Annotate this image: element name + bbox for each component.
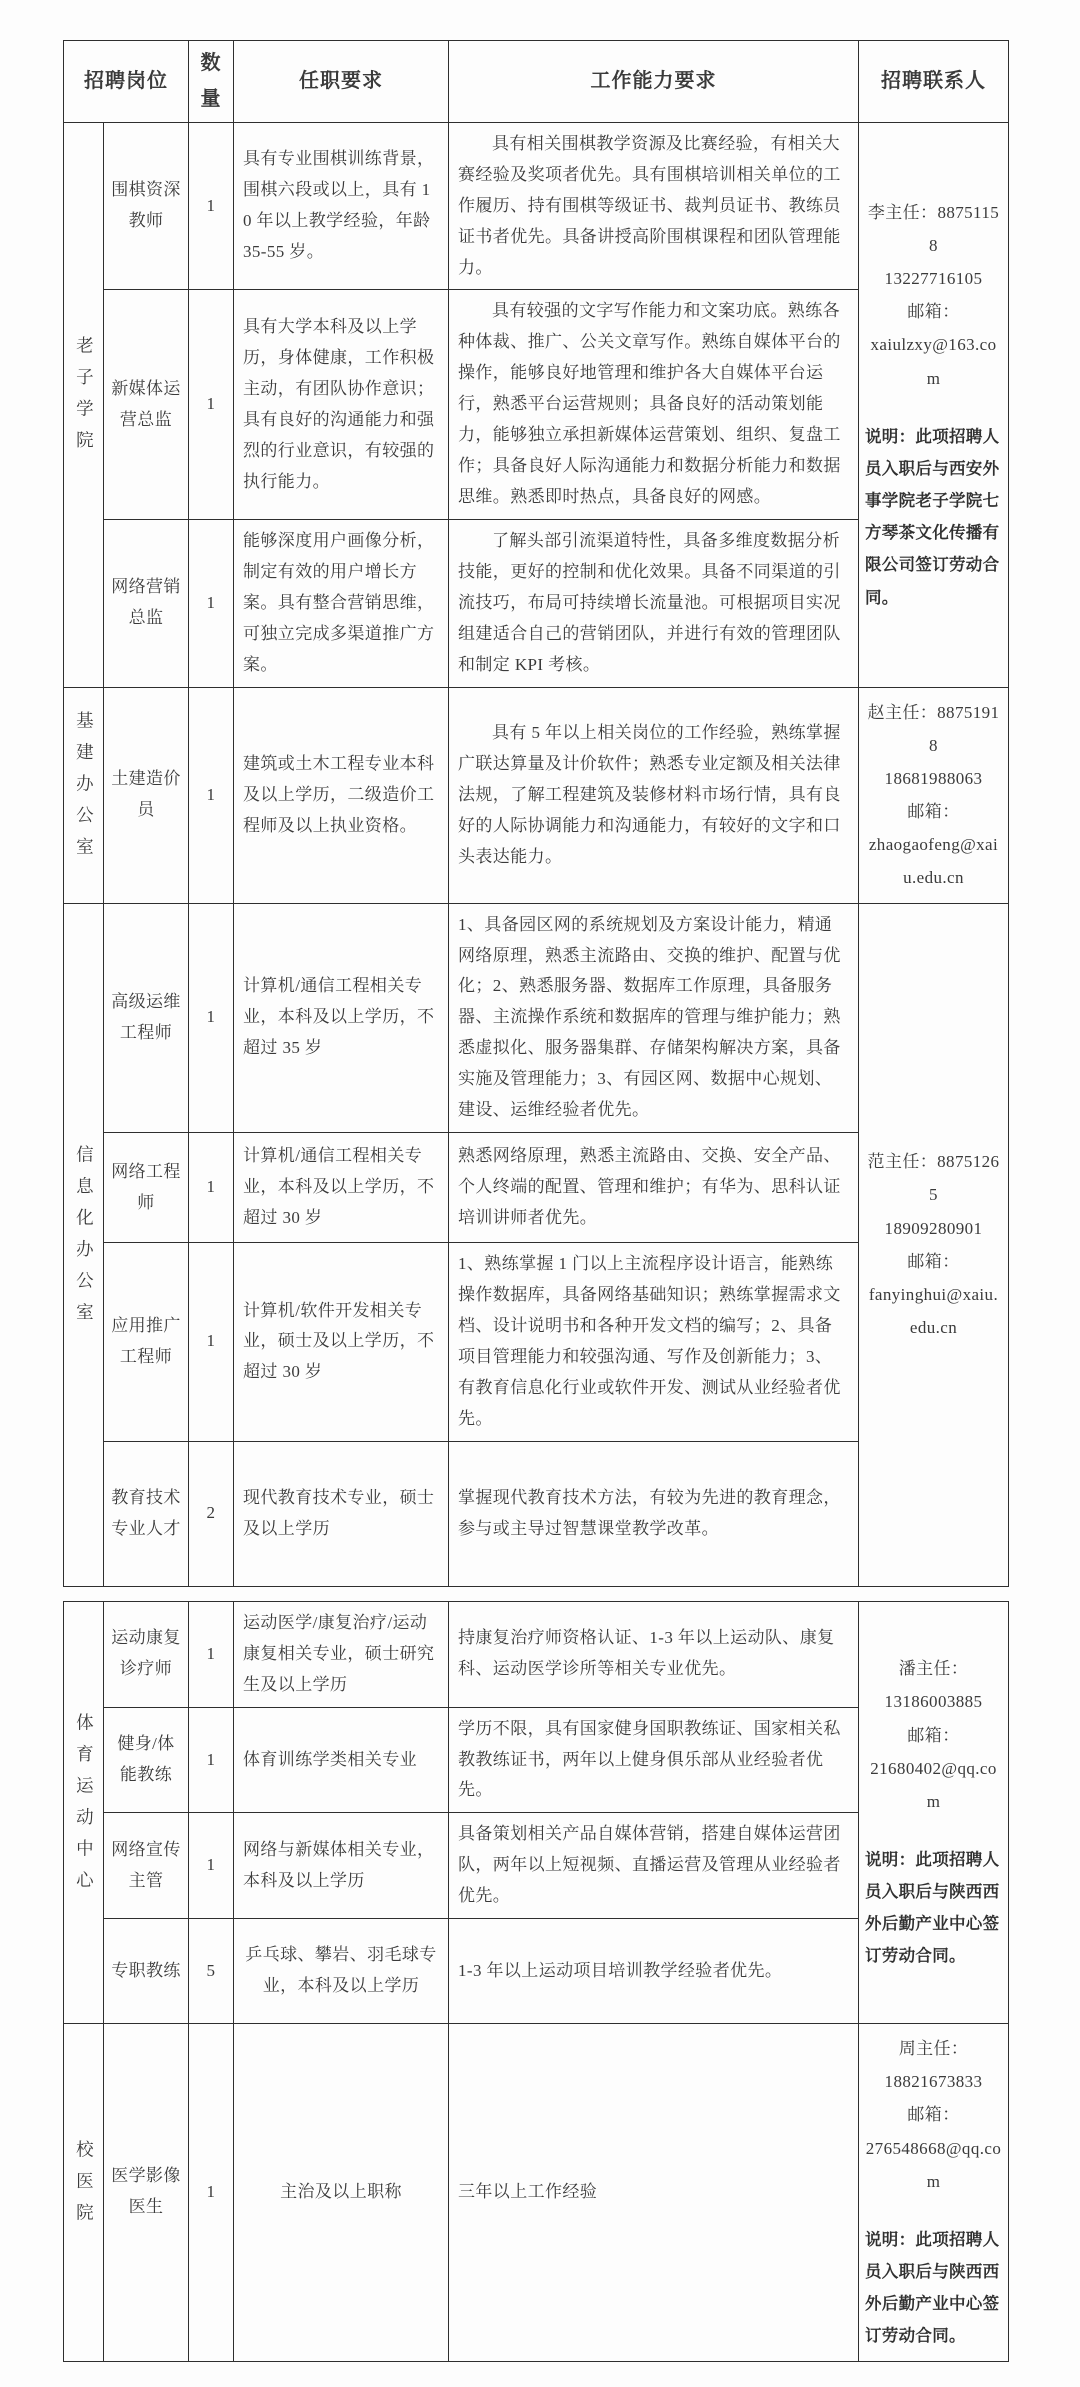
count-cell: 2	[189, 1441, 234, 1586]
count-cell: 5	[189, 1919, 234, 2024]
department-school-hospital: 校医院	[64, 2024, 104, 2361]
contact-laozi	[859, 122, 1009, 687]
requirement-cell: 计算机/软件开发相关专业，硕士及以上学历，不超过 30 岁	[234, 1243, 449, 1442]
contact-note: 说明：此项招聘人员入职后与陕西西外后勤产业中心签订劳动合同。	[865, 1850, 1000, 1966]
contact-mobile: 13227716105	[884, 269, 983, 289]
requirement-cell: 具有大学本科及以上学历，身体健康，工作积极主动，有团队协作意识；具有良好的沟通能力和强烈的行业意识，有较强的执行能力。	[234, 290, 449, 520]
count-cell: 1	[189, 903, 234, 1133]
contact-mobile: 18821673833	[884, 2072, 983, 2092]
ability-cell: 了解头部引流渠道特性，具备多维度数据分析技能，更好的控制和优化效果。具备不同渠道的引流技巧，布局可持续增长流量池。可根据项目实况组建适合自己的营销团队，并进行有效的管理团队和制定 KPI 考核。	[449, 520, 859, 688]
contact-email: 21680402@qq.com	[870, 1758, 997, 1811]
contact-tiyu	[859, 1601, 1009, 2023]
position-medical-imaging-doctor: 医学影像医生	[104, 2024, 189, 2361]
position-civil-cost-estimator: 土建造价员	[104, 687, 189, 903]
requirement-cell: 网络与新媒体相关专业，本科及以上学历	[234, 1813, 449, 1919]
table-row	[64, 903, 1009, 1133]
contact-email: xaiulzxy@163.com	[870, 335, 997, 388]
table-row	[64, 687, 1009, 903]
ability-cell: 具备策划相关产品自媒体营销，搭建自媒体运营团队，两年以上短视频、直播运营及管理从业经验者优先。	[449, 1813, 859, 1919]
table-header-row	[64, 41, 1009, 123]
requirement-cell: 运动医学/康复治疗/运动康复相关专业，硕士研究生及以上学历	[234, 1601, 449, 1707]
count-cell: 1	[189, 520, 234, 688]
position-rehab-therapist: 运动康复诊疗师	[104, 1601, 189, 1707]
position-fitness-coach: 健身/体能教练	[104, 1707, 189, 1813]
contact-email-label: 邮箱：	[907, 302, 960, 322]
position-edtech-talent: 教育技术专业人才	[104, 1441, 189, 1586]
ability-cell: 1、具备园区网的系统规划及方案设计能力，精通网络原理，熟悉主流路由、交换的维护、配置与优化；2、熟悉服务器、数据库工作原理，具备服务器、主流操作系统和数据库的管理与维护能力；熟悉虚拟化、服务器集群、存储架构解决方案，具备实施及管理能力；3、有园区网、数据中心规划、建设、运维经验者优先。	[449, 903, 859, 1133]
department-laozi-college: 老子学院	[64, 122, 104, 687]
table-row	[64, 1601, 1009, 1707]
header-position: 招聘岗位	[64, 41, 189, 123]
contact-xinxihua	[859, 903, 1009, 1586]
ability-cell: 熟悉网络原理，熟悉主流路由、交换、安全产品、个人终端的配置、管理和维护；有华为、思科认证培训讲师者优先。	[449, 1133, 859, 1243]
contact-mobile: 18909280901	[884, 1218, 983, 1238]
header-requirement: 任职要求	[234, 41, 449, 123]
ability-cell: 具有较强的文字写作能力和文案功底。熟练各种体裁、推广、公关文章写作。熟练自媒体平台的操作，能够良好地管理和维护各大自媒体平台运行，熟悉平台运营规则；具备良好的活动策划能力，能够独立承担新媒体运营策划、组织、复盘工作；具备良好人际沟通能力和数据分析能力和数据思维。熟悉即时热点，具备良好的网感。	[449, 290, 859, 520]
requirement-cell: 乒乓球、攀岩、羽毛球专业，本科及以上学历	[234, 1919, 449, 2024]
contact-name-phone: 李主任：88751158	[867, 202, 1000, 255]
contact-email-label: 邮箱：	[907, 2105, 960, 2125]
ability-cell: 三年以上工作经验	[449, 2024, 859, 2361]
recruitment-table-upper	[63, 40, 1009, 1587]
contact-email-label: 邮箱：	[907, 1725, 960, 1745]
department-informatization-office: 信息化办公室	[64, 903, 104, 1586]
requirement-cell: 能够深度用户画像分析，制定有效的用户增长方案。具有整合营销思维，可独立完成多渠道推广方案。	[234, 520, 449, 688]
count-cell: 1	[189, 1813, 234, 1919]
requirement-cell: 计算机/通信工程相关专业，本科及以上学历，不超过 35 岁	[234, 903, 449, 1133]
contact-email: 276548668@qq.com	[865, 2138, 1002, 2191]
requirement-cell: 体育训练学类相关专业	[234, 1707, 449, 1813]
contact-note: 说明：此项招聘人员入职后与西安外事学院老子学院七方琴茶文化传播有限公司签订劳动合同。	[865, 427, 1000, 607]
ability-cell: 学历不限，具有国家健身国职教练证、国家相关私教教练证书，两年以上健身俱乐部从业经验者优先。	[449, 1707, 859, 1813]
position-senior-ops-engineer: 高级运维工程师	[104, 903, 189, 1133]
table-row	[64, 122, 1009, 290]
count-cell: 1	[189, 1601, 234, 1707]
position-go-teacher: 围棋资深教师	[104, 122, 189, 290]
ability-cell: 1-3 年以上运动项目培训教学经验者优先。	[449, 1919, 859, 2024]
requirement-cell: 建筑或土木工程专业本科及以上学历，二级造价工程师及以上执业资格。	[234, 687, 449, 903]
count-cell: 1	[189, 1133, 234, 1243]
count-cell: 1	[189, 1243, 234, 1442]
ability-cell: 掌握现代教育技术方法，有较为先进的教育理念，参与或主导过智慧课堂教学改革。	[449, 1441, 859, 1586]
requirement-cell: 现代教育技术专业，硕士及以上学历	[234, 1441, 449, 1586]
position-marketing-director: 网络营销总监	[104, 520, 189, 688]
contact-email: zhaogaofeng@xaiu.edu.cn	[868, 835, 999, 888]
department-infrastructure-office: 基建办公室	[64, 687, 104, 903]
count-cell: 1	[189, 290, 234, 520]
contact-jijian	[859, 687, 1009, 903]
position-network-engineer: 网络工程师	[104, 1133, 189, 1243]
count-cell: 1	[189, 1707, 234, 1813]
header-contact: 招聘联系人	[859, 41, 1009, 123]
requirement-cell: 主治及以上职称	[234, 2024, 449, 2361]
position-fulltime-coach: 专职教练	[104, 1919, 189, 2024]
count-cell: 1	[189, 2024, 234, 2361]
count-cell: 1	[189, 122, 234, 290]
ability-cell: 具有 5 年以上相关岗位的工作经验，熟练掌握广联达算量及计价软件；熟悉专业定额及相关法律法规，了解工程建筑及装修材料市场行情，具有良好的人际协调能力和沟通能力，有较好的文字和口头表达能力。	[449, 687, 859, 903]
header-count: 数量	[189, 41, 234, 123]
contact-email-label: 邮箱：	[907, 802, 960, 822]
contact-mobile: 18681988063	[884, 769, 983, 788]
contact-name-phone: 范主任：88751265	[867, 1152, 1000, 1205]
requirement-cell: 具有专业围棋训练背景，围棋六段或以上，具有 10 年以上教学经验，年龄 35-55 岁。	[234, 122, 449, 290]
contact-mobile: 13186003885	[884, 1692, 983, 1712]
count-cell: 1	[189, 687, 234, 903]
contact-email-label: 邮箱：	[907, 1251, 960, 1271]
ability-cell: 具有相关围棋教学资源及比赛经验，有相关大赛经验及奖项者优先。具有围棋培训相关单位的工作履历、持有围棋等级证书、裁判员证书、教练员证书者优先。具备讲授高阶围棋课程和团队管理能力。	[449, 122, 859, 290]
recruitment-table-lower	[63, 1601, 1009, 2362]
ability-cell: 1、熟练掌握 1 门以上主流程序设计语言，能熟练操作数据库，具备网络基础知识；熟练掌握需求文档、设计说明书和各种开发文档的编写；2、具备项目管理能力和较强沟通、写作及创新能力；3、有教育信息化行业或软件开发、测试从业经验者优先。	[449, 1243, 859, 1442]
requirement-cell: 计算机/通信工程相关专业，本科及以上学历，不超过 30 岁	[234, 1133, 449, 1243]
contact-xiaoyiyuan	[859, 2024, 1009, 2361]
contact-name: 周主任：	[898, 2039, 969, 2059]
ability-cell: 持康复治疗师资格认证、1-3 年以上运动队、康复科、运动医学诊所等相关专业优先。	[449, 1601, 859, 1707]
position-online-publicity-supervisor: 网络宣传主管	[104, 1813, 189, 1919]
contact-note: 说明：此项招聘人员入职后与陕西西外后勤产业中心签订劳动合同。	[865, 2230, 1000, 2346]
table-row	[64, 2024, 1009, 2361]
contact-name-phone: 赵主任：88751918	[867, 702, 1000, 755]
department-sports-center: 体育运动中心	[64, 1601, 104, 2023]
position-app-promotion-engineer: 应用推广工程师	[104, 1243, 189, 1442]
position-newmedia-director: 新媒体运营总监	[104, 290, 189, 520]
table-divider-gap	[63, 1587, 1080, 1601]
header-ability: 工作能力要求	[449, 41, 859, 123]
contact-email: fanyinghui@xaiu.edu.cn	[868, 1284, 999, 1337]
contact-name: 潘主任：	[898, 1659, 969, 1679]
